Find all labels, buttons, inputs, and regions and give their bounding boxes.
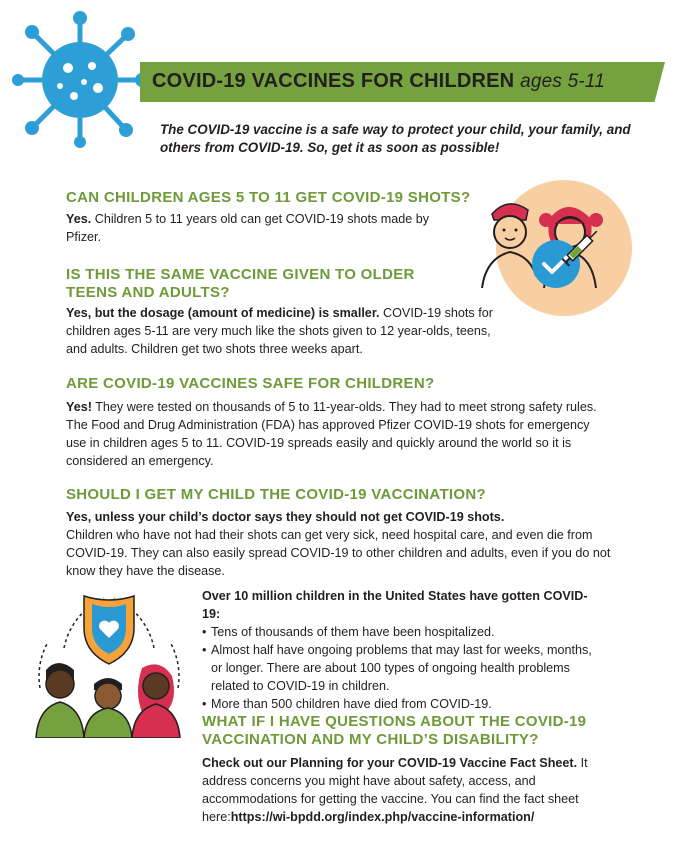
intro-text: The COVID-19 vaccine is a safe way to protect your child, your family, and others from COVID-19. So, get it as soon as possible! — [160, 122, 631, 155]
section-heading-same-vaccine: IS THIS THE SAME VACCINE GIVEN TO OLDER TEENS AND ADULTS? — [66, 266, 415, 301]
section-text: Children who have not had their shots can get very sick, need hospital care, and even die from COVID-19. They can also easily spread COVID-19 to other children and adults, even if you do not know they have the disease. — [66, 528, 611, 578]
section-lead: Yes, but the dosage (amount of medicine) is smaller. — [66, 306, 380, 320]
section-heading-can-children: CAN CHILDREN AGES 5 TO 11 GET COVID-19 SHOTS? — [66, 189, 471, 206]
section-lead: Yes. — [66, 212, 92, 226]
section-heading-questions: WHAT IF I HAVE QUESTIONS ABOUT THE COVID-19 VACCINATION AND MY CHILD’S DISABILITY? — [202, 713, 587, 748]
stats-lead: Over 10 million children in the United States have gotten COVID-19: — [202, 589, 588, 621]
page-title — [152, 70, 652, 93]
children-vaccinated-illustration — [478, 180, 633, 320]
stats-list — [202, 623, 602, 713]
family-shield-illustration — [34, 588, 184, 738]
section-body-should-i — [66, 508, 611, 580]
virus-icon — [10, 8, 150, 148]
section-heading-safe: ARE COVID-19 VACCINES SAFE FOR CHILDREN? — [66, 375, 435, 392]
section-text: COVID-19 shots for children ages 5-11 are very much like the shots given to 12 year-olds, teens, and adults. Children get two shots three weeks apart. — [66, 306, 493, 356]
page-title-main: COVID-19 VACCINES FOR CHILDREN — [152, 70, 515, 92]
checkmark-badge-icon — [532, 240, 580, 288]
shield-icon — [84, 596, 134, 664]
list-item: • Almost half have ongoing problems that may last for weeks, months, or longer. There are about 100 types of ongoing health problems related to COVID-19 in children. — [202, 641, 602, 695]
section-lead: Yes, unless your child’s doctor says they should not get COVID-19 shots. — [66, 510, 505, 524]
section-body-can-children — [66, 210, 451, 246]
section-lead: Check out our Planning for your COVID-19 Vaccine Fact Sheet. — [202, 756, 578, 770]
vaccine-info-link[interactable]: https://wi-bpdd.org/index.php/vaccine-information/ — [230, 810, 535, 824]
section-text: It address concerns you might have about safety, access, and accommodations for getting the vaccine. You can find the fact sheet here: — [202, 756, 588, 824]
page-title-ages: ages 5-11 — [520, 71, 605, 92]
list-item: • Tens of thousands of them have been hospitalized. — [202, 623, 602, 641]
section-text: Children 5 to 11 years old can get COVID-19 shots made by Pfizer. — [66, 212, 430, 244]
section-body-questions — [202, 754, 617, 826]
section-text: They were tested on thousands of 5 to 11-year-olds. They had to meet strong safety rules. The Food and Drug Administration (FDA) has approved Pfizer COVID-19 shots for emergency use in children ages 5 to 11. COVID-19 spreads easily and quickly around the world so it is considered an emergency. — [66, 400, 597, 468]
family-members-icon — [36, 663, 180, 738]
section-lead: Yes! — [66, 400, 92, 414]
section-body-safe — [66, 398, 606, 470]
stats-block — [202, 587, 602, 713]
section-body-same-vaccine — [66, 304, 511, 358]
section-heading-should-i: SHOULD I GET MY CHILD THE COVID-19 VACCINATION? — [66, 486, 486, 503]
list-item: • More than 500 children have died from COVID-19. — [202, 695, 602, 713]
